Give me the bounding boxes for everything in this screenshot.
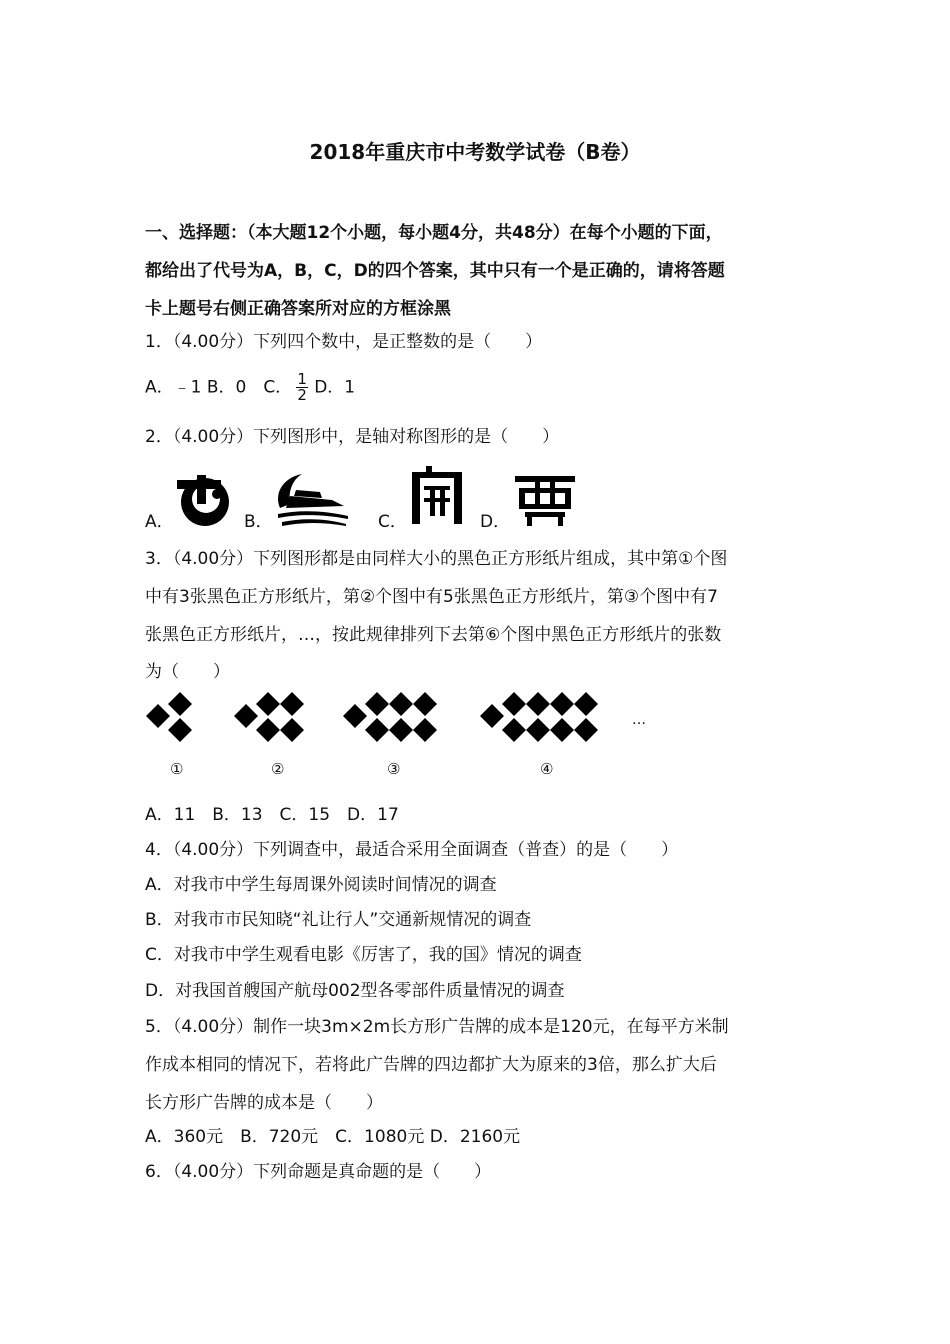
question-4-option: D．对我国首艘国产航母002型各零部件质量情况的调查 [145, 981, 565, 1001]
question-1-stem: 1．（4.00分）下列四个数中，是正整数的是（ ） [145, 332, 543, 352]
q3-figure-label: ② [271, 760, 285, 778]
question-5-options: A．360元 B．720元 C．1080元 D．2160元 [145, 1127, 521, 1147]
question-2-stem: 2．（4.00分）下列图形中，是轴对称图形的是（ ） [145, 427, 560, 447]
q1-options-ab: A．﹣1 B．0 C． [145, 377, 293, 398]
question-5-line: 长方形广告牌的成本是（ ） [145, 1093, 383, 1113]
q2-option-a-label: A． [145, 512, 174, 532]
question-3-options: A．11 B．13 C．15 D．17 [145, 805, 399, 825]
question-5-line: 5．（4.00分）制作一块3m×2m长方形广告牌的成本是120元，在每平方米制 [145, 1017, 729, 1037]
q2-figure-a-swirl-logo [175, 470, 233, 528]
question-4-option: B．对我市市民知晓“礼让行人”交通新规情况的调查 [145, 910, 532, 930]
question-5-line: 作成本相同的情况下，若将此广告牌的四边都扩大为原来的3倍，那么扩大后 [145, 1055, 717, 1075]
q3-ellipsis: … [632, 712, 646, 728]
q2-option-b-label: B． [244, 512, 273, 532]
page-title: 2018年重庆市中考数学试卷（B卷） [309, 140, 641, 164]
question-3-line: 张黑色正方形纸片，…，按此规律排列下去第⑥个图中黑色正方形纸片的张数 [145, 625, 722, 645]
question-4-option: A．对我市中学生每周课外阅读时间情况的调查 [145, 875, 497, 895]
question-4-stem: 4．（4.00分）下列调查中，最适合采用全面调查（普查）的是（ ） [145, 840, 679, 860]
question-3-line: 中有3张黑色正方形纸片，第②个图中有5张黑色正方形纸片，第③个图中有7 [145, 587, 718, 607]
q2-option-d-label: D． [480, 512, 511, 532]
q2-figure-d-character-logo [515, 474, 575, 526]
question-4-option: C．对我市中学生观看电影《厉害了，我的国》情况的调查 [145, 945, 582, 965]
section-header-line: 卡上题号右侧正确答案所对应的方框涂黑 [145, 299, 451, 319]
q1-fraction [296, 372, 308, 403]
q1-option-d: D．1 [314, 377, 356, 398]
q3-figure-label: ④ [540, 760, 554, 778]
q2-figure-b-ship-logo [272, 470, 352, 528]
q2-figure-c-gate-logo [410, 466, 466, 526]
fraction-numerator: 1 [297, 370, 307, 388]
question-1-options [145, 372, 355, 403]
q3-figure-label: ③ [387, 760, 401, 778]
question-3-line: 为（ ） [145, 662, 230, 682]
question-3-line: 3．（4.00分）下列图形都是由同样大小的黑色正方形纸片组成，其中第①个图 [145, 549, 728, 569]
q3-figure-label: ① [170, 760, 184, 778]
fraction-denominator: 2 [297, 386, 307, 404]
q3-diamond-pattern-figures [140, 692, 620, 754]
q2-option-c-label: C． [378, 512, 407, 532]
section-header-line: 一、选择题：（本大题12个小题，每小题4分，共48分）在每个小题的下面， [145, 223, 723, 243]
question-6-stem: 6．（4.00分）下列命题是真命题的是（ ） [145, 1162, 492, 1182]
section-header-line: 都给出了代号为A，B，C，D的四个答案，其中只有一个是正确的，请将答题 [145, 261, 725, 281]
